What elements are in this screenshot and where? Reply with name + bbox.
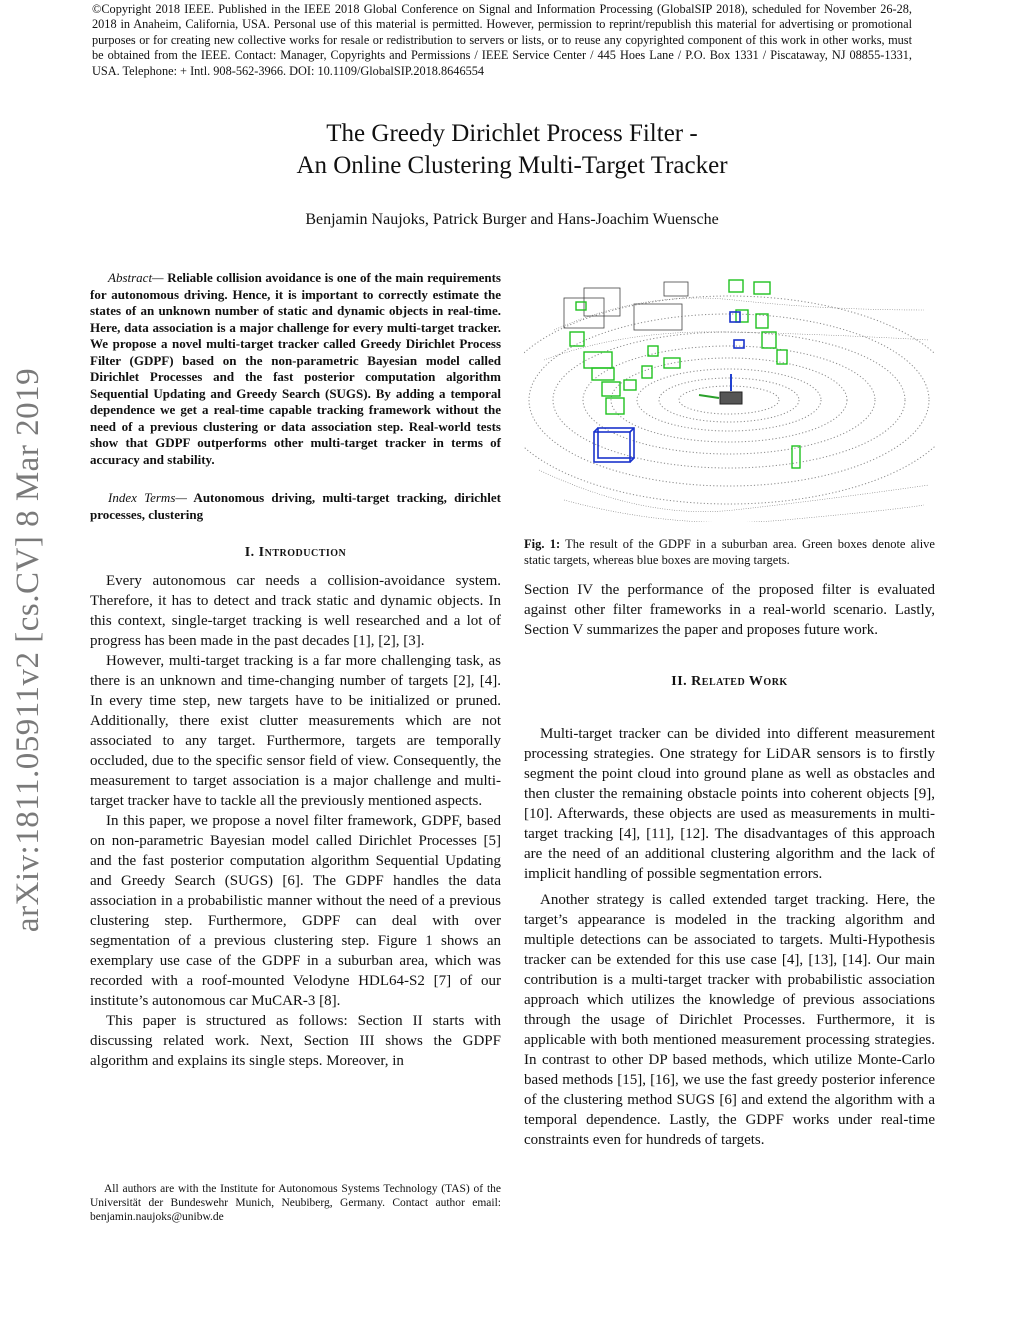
index-terms-label: Index Terms— (108, 490, 187, 505)
lidar-point-cloud-image (524, 270, 935, 522)
title-line-2: An Online Clustering Multi-Target Tracker (296, 152, 728, 179)
left-column (90, 270, 502, 1223)
paragraph: Every autonomous car needs a collision-avoidance system. Therefore, it has to detect and track static and dynamic objects. In this context, single-target tracking is well researched and a lot of progress has been made in the past decades [1], [2], [3]. (90, 573, 501, 649)
paragraph: Multi-target tracker can be divided into different measurement processing strategies. One strategy for LiDAR sensors is to firstly segment the point cloud into ground plane as well as obstacles and then cluster the remaining obstacle points into coherent objects [9], [10]. Afterwards, these objects are used as measurements in multi-target tracking [4], [11], [12]. The disadvantages of this approach are the need of an additional clustering algorithm and the lack of implicit handling of possible segmentation errors. (524, 726, 935, 882)
abstract (90, 270, 501, 468)
paragraph: Section IV the performance of the proposed filter is evaluated against other filter frameworks in a real-world scenario. Lastly, Section V summarizes the paper and proposes future work. (524, 582, 935, 638)
introduction-body (90, 571, 501, 1071)
figure-caption-text: The result of the GDPF in a suburban area. Green boxes denote alive static targets, whereas blue boxes are moving targets. (524, 537, 935, 567)
paragraph: This paper is structured as follows: Section II starts with discussing related work. Next, Section III shows the GDPF algorithm and explains its single steps. Moreover, in (90, 1013, 501, 1069)
copyright-notice: ©Copyright 2018 IEEE. Published in the IEEE 2018 Global Conference on Signal and Information Processing (GlobalSIP 2018), scheduled for November 26-28, 2018 in Anaheim, California, USA. Personal use of this material is permitted. However, permission to reprint/republish this material for advertising or promotional purposes or for creating new collective works for resale or redistribution to servers or lists, or to reuse any copyrighted component of this work in other works, must be obtained from the IEEE. Contact: Manager, Copyrights and Permissions / IEEE Service Center / 445 Hoes Lane / P.O. Box 1331 / Piscataway, NJ 08855-1331, USA. Telephone: + Intl. 908-562-3966. DOI: 10.1109/GlobalSIP.2018.8646554 (92, 2, 912, 78)
paragraph: However, multi-target tracking is a far more challenging task, as there is an unknown and time-changing number of targets [2], [4]. In every time step, new targets have to be initialized or pruned. Additionally, there exist clutter measurements which are not associated to any target. Furthermore, targets are temporally occluded, due to the specific sensor field of view. Consequently, the measurement to target association is a major challenge and multi-target tracker have to tackle all the previously mentioned aspects. (90, 653, 501, 809)
paper-title (150, 118, 874, 182)
related-work-body (524, 724, 935, 1150)
abstract-label: Abstract— (108, 270, 164, 285)
moving-target-boxes (594, 312, 744, 462)
author-list: Benjamin Naujoks, Patrick Burger and Hans-Joachim Wuensche (305, 211, 719, 228)
figure-1-lidar-visualization (524, 270, 935, 522)
index-terms (90, 490, 501, 523)
abstract-text: Reliable collision avoidance is one of the main requirements for autonomous driving. Hence, it is important to correctly estimate the states of an unknown number of static and dynamic objects in real-time. Here, data association is a major challenge for every multi-target tracker. We propose a novel multi-target tracker called Greedy Dirichlet Process Filter (GDPF) based on the non-parametric Bayesian model called Dirichlet Processes and the fast posterior computation algorithm Sequential Updating and Greedy Search (SUGS). By adding a temporal dependence we get a real-time capable tracking framework without the need of a previous clustering or data association step. Real-world tests show that GDPF outperforms other multi-target tracker in terms of accuracy and stability. (90, 270, 501, 467)
index-terms-text: Autonomous driving, multi-target tracking, dirichlet processes, clustering (90, 490, 502, 522)
author-affiliation-footnote: All authors are with the Institute for Autonomous Systems Technology (TAS) of the Universität der Bundeswehr Munich, Neubiberg, Germany. Contact author email: benjamin.naujoks@unibw.de (90, 1183, 501, 1223)
arxiv-identifier: arXiv:1811.05911v2 [cs.CV] 8 Mar 2019 (10, 367, 46, 933)
figure-caption-label: Fig. 1: (524, 537, 561, 551)
building-structures (564, 282, 688, 330)
section-heading-introduction: I. Introduction (244, 545, 347, 560)
paragraph: In this paper, we propose a novel filter framework, GDPF, based on non-parametric Bayesian model called Dirichlet Processes [5] and the fast posterior computation algorithm Sequential Updating and Greedy Search (SUGS) [6]. The GDPF handles the data association in a probabilistic manner without the need of a previous clustering step. Furthermore, GDPF can deal with over segmentation of a previous clustering step. Figure 1 shows an exemplary use case of the GDPF in a suburban area, which was recorded with a roof-mounted Velodyne HDL64-S2 [7] of our institute’s autonomous car MuCAR-3 [8]. (90, 813, 501, 1009)
section-heading-related-work: II. Related Work (671, 674, 788, 689)
right-column (524, 270, 935, 1150)
point-cloud-background (539, 298, 929, 522)
figure-1-caption (524, 536, 935, 568)
paragraph: Another strategy is called extended target tracking. Here, the target’s appearance is modeled in the tracking algorithm and multiple detections can be associated to targets. Multi-Hypothesis tracker can be extended for this use case [4], [13], [14]. Our main contribution is a multi-target tracker with probabilistic association approach which utilizes the knowledge of previous associations through the usage of Dirichlet Processes. Furthermore, it is applicable with both mentioned measurement processing strategies. In contrast to other DP based methods, which utilize Monte-Carlo based methods [15], [16], we use the fast greedy posterior inference of the clustering method SUGS [6] and extend the algorithm with a temporal dependence. Lastly, the GDPF works under real-time constraints even for hundreds of targets. (524, 892, 935, 1148)
footnote-block (90, 1182, 501, 1224)
title-line-1: The Greedy Dirichlet Process Filter - (326, 120, 698, 147)
